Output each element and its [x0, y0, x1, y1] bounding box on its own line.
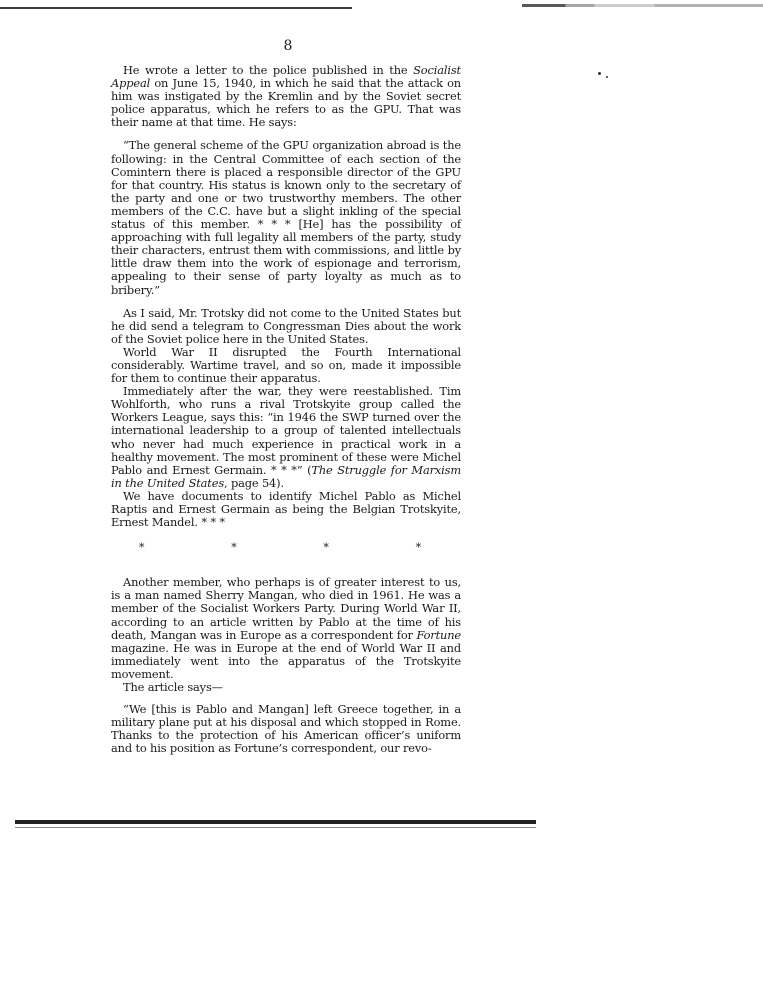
section-break-asterisks: [139, 541, 421, 554]
document-body: [111, 64, 461, 756]
italic-text-run: The Struggle for Marxism in the United States: [111, 462, 461, 490]
asterisk: *: [323, 541, 329, 555]
quotation-paragraph: [111, 139, 461, 296]
scan-speck: [606, 76, 608, 78]
text-run: magazine. He was in Europe at the end of World War II and immediately went into the apparatus of the Trotskyite movement.: [111, 640, 461, 681]
text-run: We have documents to identify Michel Pablo as Michel Raptis and Ernest Germain as being the Belgian Trotskyite, Ernest Mandel. * * *: [111, 488, 461, 530]
text-run: As I said, Mr. Trotsky did not come to the United States but he did send a telegram to Congressman Dies about the work of the Soviet police here in the United States.: [111, 305, 461, 346]
scan-artifact-bottom-rule: [15, 820, 536, 824]
text-run: Immediately after the war, they were reestablished. Tim Wohlforth, who runs a rival Trotskyite group called the Workers League, says this: “in 1946 the SWP turned over the international leadership to a group of talented intellectuals who never had much experience in practical work in a healthy movement. The most prominent of these were Michel Pablo and Ernest Germain. * * *” (: [111, 384, 461, 477]
text-run: “We [this is Pablo and Mangan] left Greece together, in a military plane put at his disposal and which stopped in Rome. Thanks to the protection of his American officer’s uniform and to his position as Fortune’s correspondent, our revo-: [111, 702, 461, 756]
asterisk: *: [139, 541, 145, 555]
scan-speck: [598, 72, 601, 75]
paragraph: [111, 307, 461, 346]
asterisk: *: [231, 541, 237, 555]
scan-artifact-bottom-rule-thin: [15, 827, 536, 828]
text-run: on June 15, 1940, in which he said that the attack on him was instigated by the Kremlin and by the Soviet secret police apparatus, which he refers to as the GPU. That was their name at that time. He says:: [111, 76, 461, 130]
paragraph: [111, 681, 461, 694]
text-run: The article says—: [123, 680, 223, 695]
paragraph: [111, 576, 461, 681]
text-run: Another member, who perhaps is of greater interest to us, is a man named Sherry Mangan, who died in 1961. He was a member of the Socialist Workers Party. During World War II, according to an article written by Pablo at the time of his death, Mangan was in Europe as a correspondent for: [111, 575, 461, 642]
scan-artifact-top-right: [522, 4, 763, 7]
page-number: 8: [283, 38, 293, 54]
text-run: He wrote a letter to the police published in the: [123, 63, 414, 77]
paragraph: [111, 490, 461, 529]
text-run: “The general scheme of the GPU organization abroad is the following: in the Central Committee of each section of the Comintern there is placed a responsible director of the GPU for that country. His status is known only to the secretary of the party and one or two trustworthy members. The other members of the C.C. have but a slight inkling of the special status of this member. * * * [He] has the possibility of approaching with full legality all members of the party, study their characters, entrust them with commissions, and little by little draw them into the work of espionage and terrorism, appealing to their sense of party loyalty as much as to bribery.”: [111, 138, 461, 297]
italic-text-run: Socialist Appeal: [111, 63, 461, 91]
paragraph: [111, 346, 461, 385]
paragraph: [111, 385, 461, 490]
quotation-paragraph: [111, 703, 461, 755]
asterisk: *: [415, 541, 421, 555]
paragraph: [111, 64, 461, 129]
text-run: , page 54).: [224, 475, 284, 490]
text-run: World War II disrupted the Fourth International considerably. Wartime travel, and so on, made it impossible for them to continue their apparatus.: [111, 344, 461, 386]
scan-artifact-top-left: [0, 7, 352, 9]
italic-text-run: Fortune: [416, 627, 461, 642]
